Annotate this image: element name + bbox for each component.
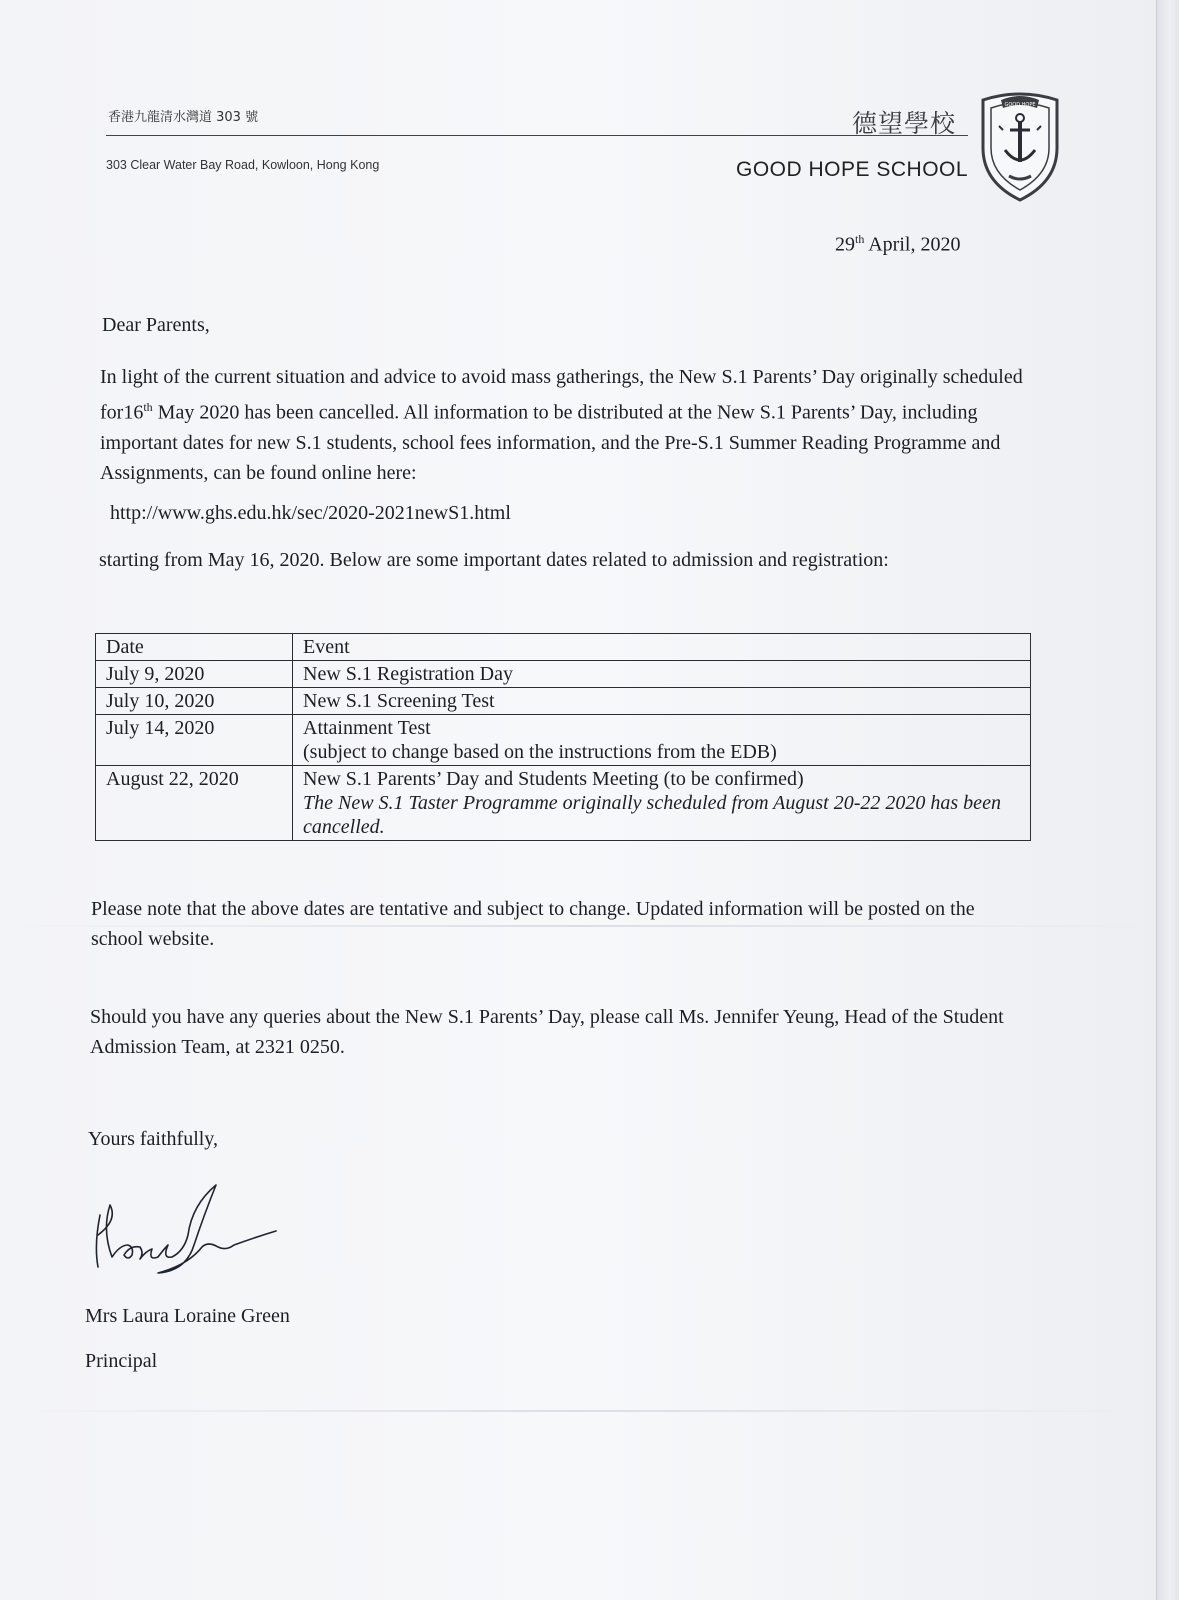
row-event-detail: (subject to change based on the instructions from the EDB) xyxy=(303,741,777,763)
crest-text: GOOD HOPE xyxy=(1004,102,1036,108)
row-event: New S.1 Screening Test xyxy=(293,688,1031,715)
header-event: Event xyxy=(293,634,1031,661)
row-date: August 22, 2020 xyxy=(96,766,293,841)
header-date: Date xyxy=(96,634,293,661)
paragraph-dates-intro: starting from May 16, 2020. Below are some important dates related to admission and registration: xyxy=(99,549,889,571)
paragraph-intro: In light of the current situation and advice to avoid mass gatherings, the New S.1 Parents’ Day originally scheduled for16th May 2020 has been cancelled. All information to be distributed at the New S.1 Parents’ Day, including important dates for new S.1 students, school fees information, and the Pre-S.1 Summer Reading Programme and Assignments, can be found online here: xyxy=(100,366,1023,484)
table-row xyxy=(96,766,1031,841)
row-event-note: The New S.1 Taster Programme originally scheduled from August 20-22 2020 has been cancelled. xyxy=(303,792,1001,838)
table-row xyxy=(96,688,1031,715)
row-event-title: Attainment Test xyxy=(303,717,431,739)
letterhead-rule xyxy=(106,135,968,136)
address-english: 303 Clear Water Bay Road, Kowloon, Hong Kong xyxy=(106,158,380,172)
row-date: July 14, 2020 xyxy=(96,715,293,766)
paragraph-contact: Should you have any queries about the New S.1 Parents’ Day, please call Ms. Jennifer Yeung, Head of the Student Admission Team, at 2321 0250. xyxy=(90,1006,1004,1058)
signer-name: Mrs Laura Loraine Green xyxy=(85,1305,290,1327)
row-date: July 9, 2020 xyxy=(96,661,293,688)
table-header-row xyxy=(96,634,1031,661)
school-name-chinese: 德望學校 xyxy=(852,109,957,138)
salutation: Dear Parents, xyxy=(102,314,210,336)
row-event-title: New S.1 Parents’ Day and Students Meeting (to be confirmed) xyxy=(303,768,804,790)
row-event xyxy=(293,715,1031,766)
row-event xyxy=(293,766,1031,841)
table-row xyxy=(96,715,1031,766)
paper-fold xyxy=(0,1410,1155,1412)
table-row xyxy=(96,661,1031,688)
school-name-english: GOOD HOPE SCHOOL xyxy=(736,158,969,181)
row-date: July 10, 2020 xyxy=(96,688,293,715)
row-event: New S.1 Registration Day xyxy=(293,661,1031,688)
address-chinese: 香港九龍清水灣道 303 號 xyxy=(108,110,259,125)
closing: Yours faithfully, xyxy=(88,1128,219,1150)
paper-edge xyxy=(1156,0,1179,1600)
signer-title: Principal xyxy=(85,1350,158,1372)
important-dates-table xyxy=(95,633,1031,841)
website-link[interactable]: http://www.ghs.edu.hk/sec/2020-2021newS1.html xyxy=(110,502,511,524)
school-crest-logo xyxy=(975,86,1065,204)
signature-image xyxy=(88,1175,288,1285)
paragraph-tentative-note: Please note that the above dates are tentative and subject to change. Updated information will be posted on the school website. xyxy=(91,898,975,950)
letter-date: 29th April, 2020 xyxy=(835,232,961,256)
